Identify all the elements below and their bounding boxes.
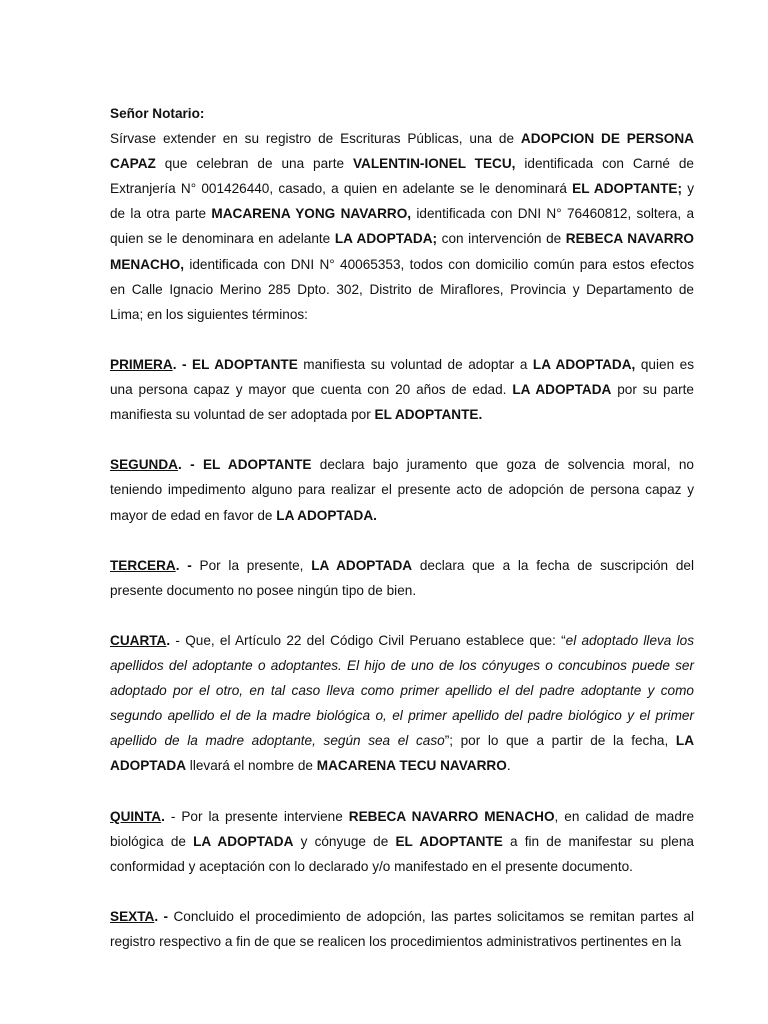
bold-term: LA ADOPTADA [311, 557, 413, 573]
paragraph-spacer [110, 879, 694, 904]
clause-heading: QUINTA [110, 808, 162, 824]
intro-text-3: identificada con Carné de Extranjería N° 001426440, casado, a quien en adelante se le denominará [110, 156, 694, 197]
adopter-alias: EL ADOPTANTE; [572, 181, 683, 197]
intro-text-4: y de la otra parte [110, 181, 694, 222]
bold-term: LA ADOPTADA, [532, 356, 636, 372]
clause-text: declara que a la fecha de suscripción del presente documento no posee ningún tipo de bien. [110, 557, 695, 598]
clause-primera [110, 352, 694, 427]
clause-text: por su parte manifiesta su voluntad de ser adoptada por [110, 382, 694, 423]
clause-heading: TERCERA [110, 557, 176, 573]
clause-text: - Por la presente interviene [164, 808, 349, 824]
document-page [110, 101, 694, 954]
bold-term: LA ADOPTADA. [276, 507, 377, 523]
salutation: Señor Notario: [110, 106, 205, 121]
clause-text: llevará el nombre de [186, 758, 317, 774]
clause-quinta [110, 804, 694, 879]
clause-text: manifiesta su voluntad de adoptar a [297, 356, 533, 372]
clause-text: a fin de manifestar su plena conformidad y aceptación con lo declarado y/o manifestado en el presente documento. [110, 833, 694, 874]
clause-heading: SEXTA [110, 909, 155, 924]
paragraph-spacer [110, 779, 694, 804]
bold-term: REBECA NAVARRO MENACHO [348, 808, 555, 824]
clause-separator: . - [154, 909, 174, 924]
intro-text-5: identificada con DNI N° 76460812, soltera, a quien se le denominara en adelante [110, 206, 695, 247]
clause-segunda [110, 452, 694, 527]
clause-cuarta [110, 628, 694, 779]
bold-term: EL ADOPTANTE [395, 833, 503, 849]
paragraph-spacer [110, 528, 694, 553]
paragraph-spacer [110, 327, 694, 352]
clause-separator: . - [177, 457, 203, 473]
intro-text-6: con intervención de [437, 231, 566, 247]
clause-tercera [110, 553, 694, 603]
clause-text: . [506, 758, 511, 774]
bold-term: LA ADOPTADA [512, 382, 612, 398]
clause-separator: . - [175, 557, 200, 573]
clause-heading: CUARTA [110, 632, 167, 648]
adopter-name: VALENTIN-IONEL TECU, [352, 156, 516, 172]
bold-term: EL ADOPTANTE [192, 356, 298, 372]
clause-separator: . [161, 808, 165, 824]
clause-separator: . [166, 632, 171, 648]
adoptee-name: MACARENA YONG NAVARRO, [211, 206, 412, 222]
clause-heading: PRIMERA [110, 356, 173, 372]
contract-type: ADOPCION DE PERSONA CAPAZ [110, 131, 694, 172]
clause-text: declara bajo juramento que goza de solvencia moral, no teniendo impedimento alguno para realizar el presente acto de adopción de persona capaz y mayor de edad en favor de [110, 457, 694, 523]
clause-sexta [110, 904, 694, 954]
new-name: MACARENA TECU NAVARRO [316, 758, 507, 774]
bold-term: LA ADOPTADA [193, 833, 294, 849]
bold-term: EL ADOPTANTE [202, 457, 312, 473]
civil-code-quote: el adoptado lleva los apellidos del adoptante o adoptantes. El hijo de uno de los cónyuges o concubinos puede ser adoptado por el otro, en tal caso lleva como primer apellido el del padre adoptante y como segundo apellido el de la madre biológica o, el primer apellido del padre biológico y el primer apellido de la madre adoptante, según sea el caso [110, 632, 694, 749]
clause-text: Concluido el procedimiento de adopción, las partes solicitamos se remitan partes al registro respectivo a fin de que se realicen los procedimientos administrativos pertinentes en la [110, 909, 695, 950]
clause-text: , en calidad de madre biológica de [110, 808, 695, 849]
intro-text-1: Sírvase extender en su registro de Escrituras Públicas, una de [110, 131, 521, 147]
clause-text: ”; por lo que a partir de la fecha, [444, 733, 676, 749]
adoptee-alias: LA ADOPTADA; [334, 231, 438, 247]
clause-text: - Que, el Artículo 22 del Código Civil Peruano establece que: “ [170, 632, 566, 648]
clause-text: Por la presente, [199, 557, 312, 573]
clause-text: quien es una persona capaz y mayor que cuenta con 20 años de edad. [110, 356, 695, 398]
intro-paragraph [110, 126, 694, 327]
mother-name: REBECA NAVARRO MENACHO, [110, 231, 694, 272]
paragraph-spacer [110, 603, 694, 628]
clause-separator: . - [172, 356, 193, 372]
clause-heading: SEGUNDA [110, 457, 178, 473]
intro-text-7: identificada con DNI N° 40065353, todos con domicilio común para estos efectos en Calle Ignacio Merino 285 Dpto. 302, Distrito de Miraflores, Provincia y Departamento de Lima; en los siguientes términos: [110, 256, 694, 322]
intro-text-2: que celebran de una parte [155, 156, 353, 172]
bold-term: LA ADOPTADA [110, 733, 695, 774]
clause-text: y cónyuge de [293, 833, 396, 849]
bold-term: EL ADOPTANTE. [374, 407, 483, 423]
paragraph-spacer [110, 427, 694, 452]
